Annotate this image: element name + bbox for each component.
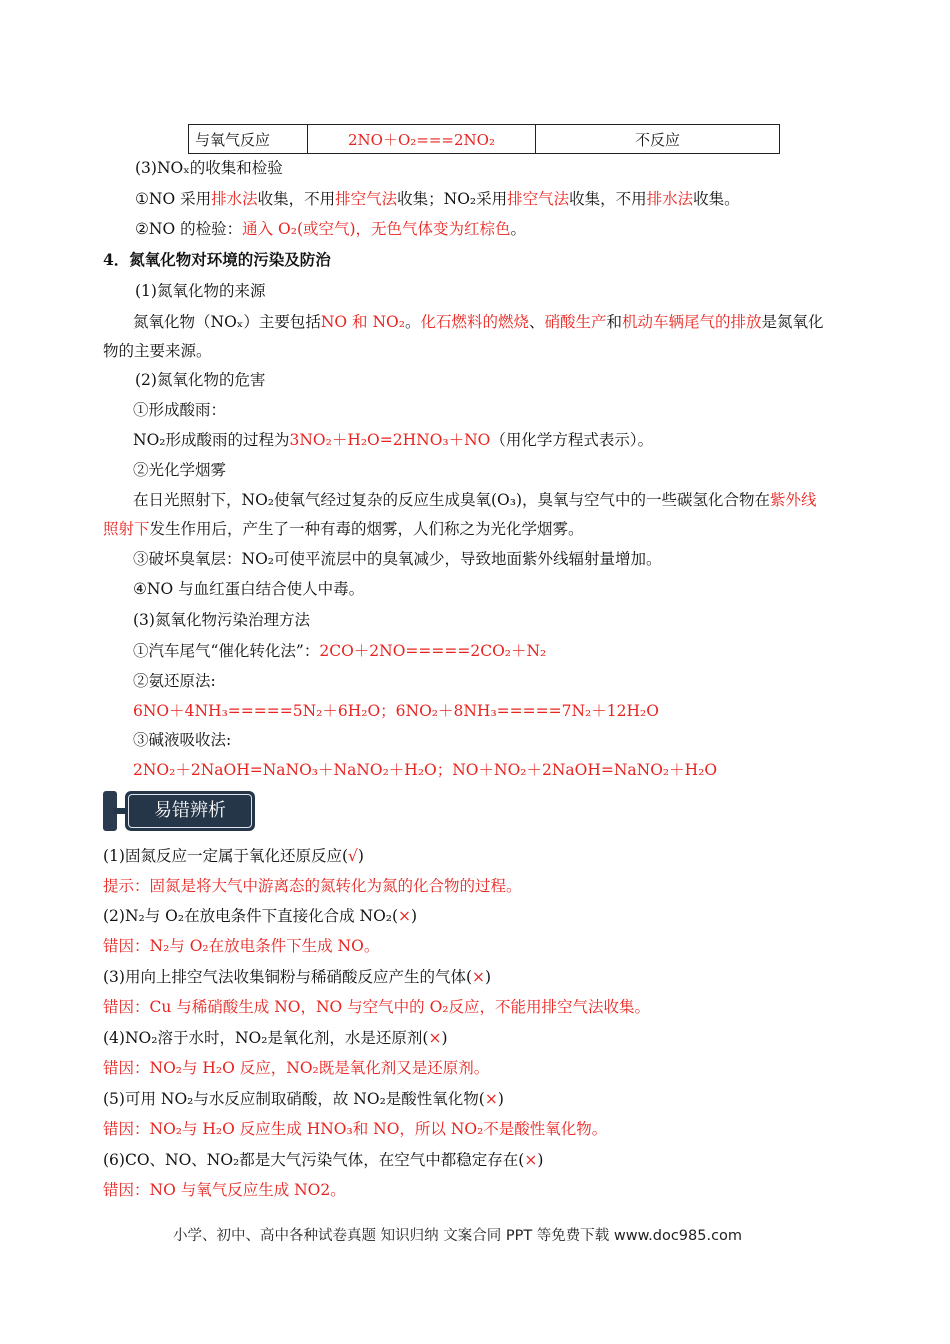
error-question: (5)可用 NO₂与水反应制取硝酸，故 NO₂是酸性氧化物(×): [103, 1090, 504, 1108]
source-paragraph-line1: 氮氧化物（NOₓ）主要包括NO 和 NO₂。化石燃料的燃烧、硝酸生产和机动车辆尾气的排放是氮氧化: [133, 313, 824, 331]
no-test-line: ②NO 的检验：通入 O₂(或空气)，无色气体变为红棕色。: [135, 220, 527, 238]
comparison-table: [188, 124, 780, 154]
ammonia-title: ②氨还原法:: [133, 672, 216, 690]
error-note: 提示：固氮是将大气中游离态的氮转化为氮的化合物的过程。: [103, 877, 522, 895]
section-4-heading: 4．氮氧化物对环境的污染及防治: [103, 250, 331, 269]
treatment-subheading: (3)氮氧化物污染治理方法: [133, 611, 310, 629]
error-note: 错因：NO₂与 H₂O 反应，NO₂既是氧化剂又是还原剂。: [103, 1059, 490, 1077]
error-question: (1)固氮反应一定属于氧化还原反应(√): [103, 847, 364, 865]
error-question: (4)NO₂溶于水时，NO₂是氧化剂，水是还原剂(×): [103, 1029, 448, 1047]
error-question: (3)用向上排空气法收集铜粉与稀硝酸反应产生的气体(×): [103, 968, 492, 986]
error-note: 错因：NO 与氧气反应生成 NO2。: [103, 1181, 346, 1199]
source-paragraph-line2: 物的主要来源。: [103, 342, 212, 360]
smog-line2: 照射下发生作用后，产生了一种有毒的烟雾，人们称之为光化学烟雾。: [103, 520, 584, 538]
smog-line1: 在日光照射下，NO₂使氧气经过复杂的反应生成臭氧(O₃)，臭氧与空气中的一些碳氢化合物在紫外线: [133, 491, 817, 509]
error-question: (6)CO、NO、NO₂都是大气污染气体，在空气中都稳定存在(×): [103, 1151, 544, 1169]
error-analysis-banner: [103, 791, 255, 831]
no-oxygen-equation: 2NO＋O₂===2NO₂: [308, 125, 536, 154]
alkali-title: ③碱液吸收法:: [133, 731, 232, 749]
error-note: 错因：NO₂与 H₂O 反应生成 HNO₃和 NO，所以 NO₂不是酸性氧化物。: [103, 1120, 608, 1138]
smog-title: ②光化学烟雾: [133, 461, 227, 479]
no2-oxygen-result: 不反应: [536, 125, 780, 154]
acid-rain-line: NO₂形成酸雨的过程为3NO₂＋H₂O=2HNO₃＋NO（用化学方程式表示）。: [133, 431, 654, 449]
error-note: 错因：N₂与 O₂在放电条件下生成 NO。: [103, 937, 380, 955]
collection-method-line: ①NO 采用排水法收集，不用排空气法收集；NO₂采用排空气法收集，不用排水法收集。: [135, 190, 740, 208]
source-subheading: (1)氮氧化物的来源: [135, 282, 266, 300]
banner-title: 易错辨析: [128, 794, 252, 828]
error-question: (2)N₂与 O₂在放电条件下直接化合成 NO₂(×): [103, 907, 418, 925]
ammonia-equations: 6NO＋4NH₃=====5N₂＋6H₂O；6NO₂＋8NH₃=====7N₂＋12H₂O: [133, 702, 659, 720]
footer-text: 小学、初中、高中各种试卷真题 知识归纳 文案合同 PPT 等免费下载 www.doc985.com: [173, 1228, 743, 1244]
acid-rain-title: ①形成酸雨：: [133, 401, 227, 419]
table-row: [189, 125, 780, 154]
blood-line: ④NO 与血红蛋白结合使人中毒。: [133, 580, 365, 598]
ozone-line: ③破坏臭氧层：NO₂可使平流层中的臭氧减少，导致地面紫外线辐射量增加。: [133, 550, 662, 568]
section-collection-heading: (3)NOₓ的收集和检验: [135, 159, 283, 177]
catalytic-line: ①汽车尾气“催化转化法”：2CO＋2NO=====2CO₂＋N₂: [133, 642, 547, 660]
table-row-label: 与氧气反应: [189, 125, 308, 154]
alkali-equations: 2NO₂＋2NaOH=NaNO₃＋NaNO₂＋H₂O；NO＋NO₂＋2NaOH=NaNO₂＋H₂O: [133, 761, 718, 779]
error-note: 错因：Cu 与稀硝酸生成 NO，NO 与空气中的 O₂反应，不能用排空气法收集。: [103, 998, 651, 1016]
harm-subheading: (2)氮氧化物的危害: [135, 371, 266, 389]
